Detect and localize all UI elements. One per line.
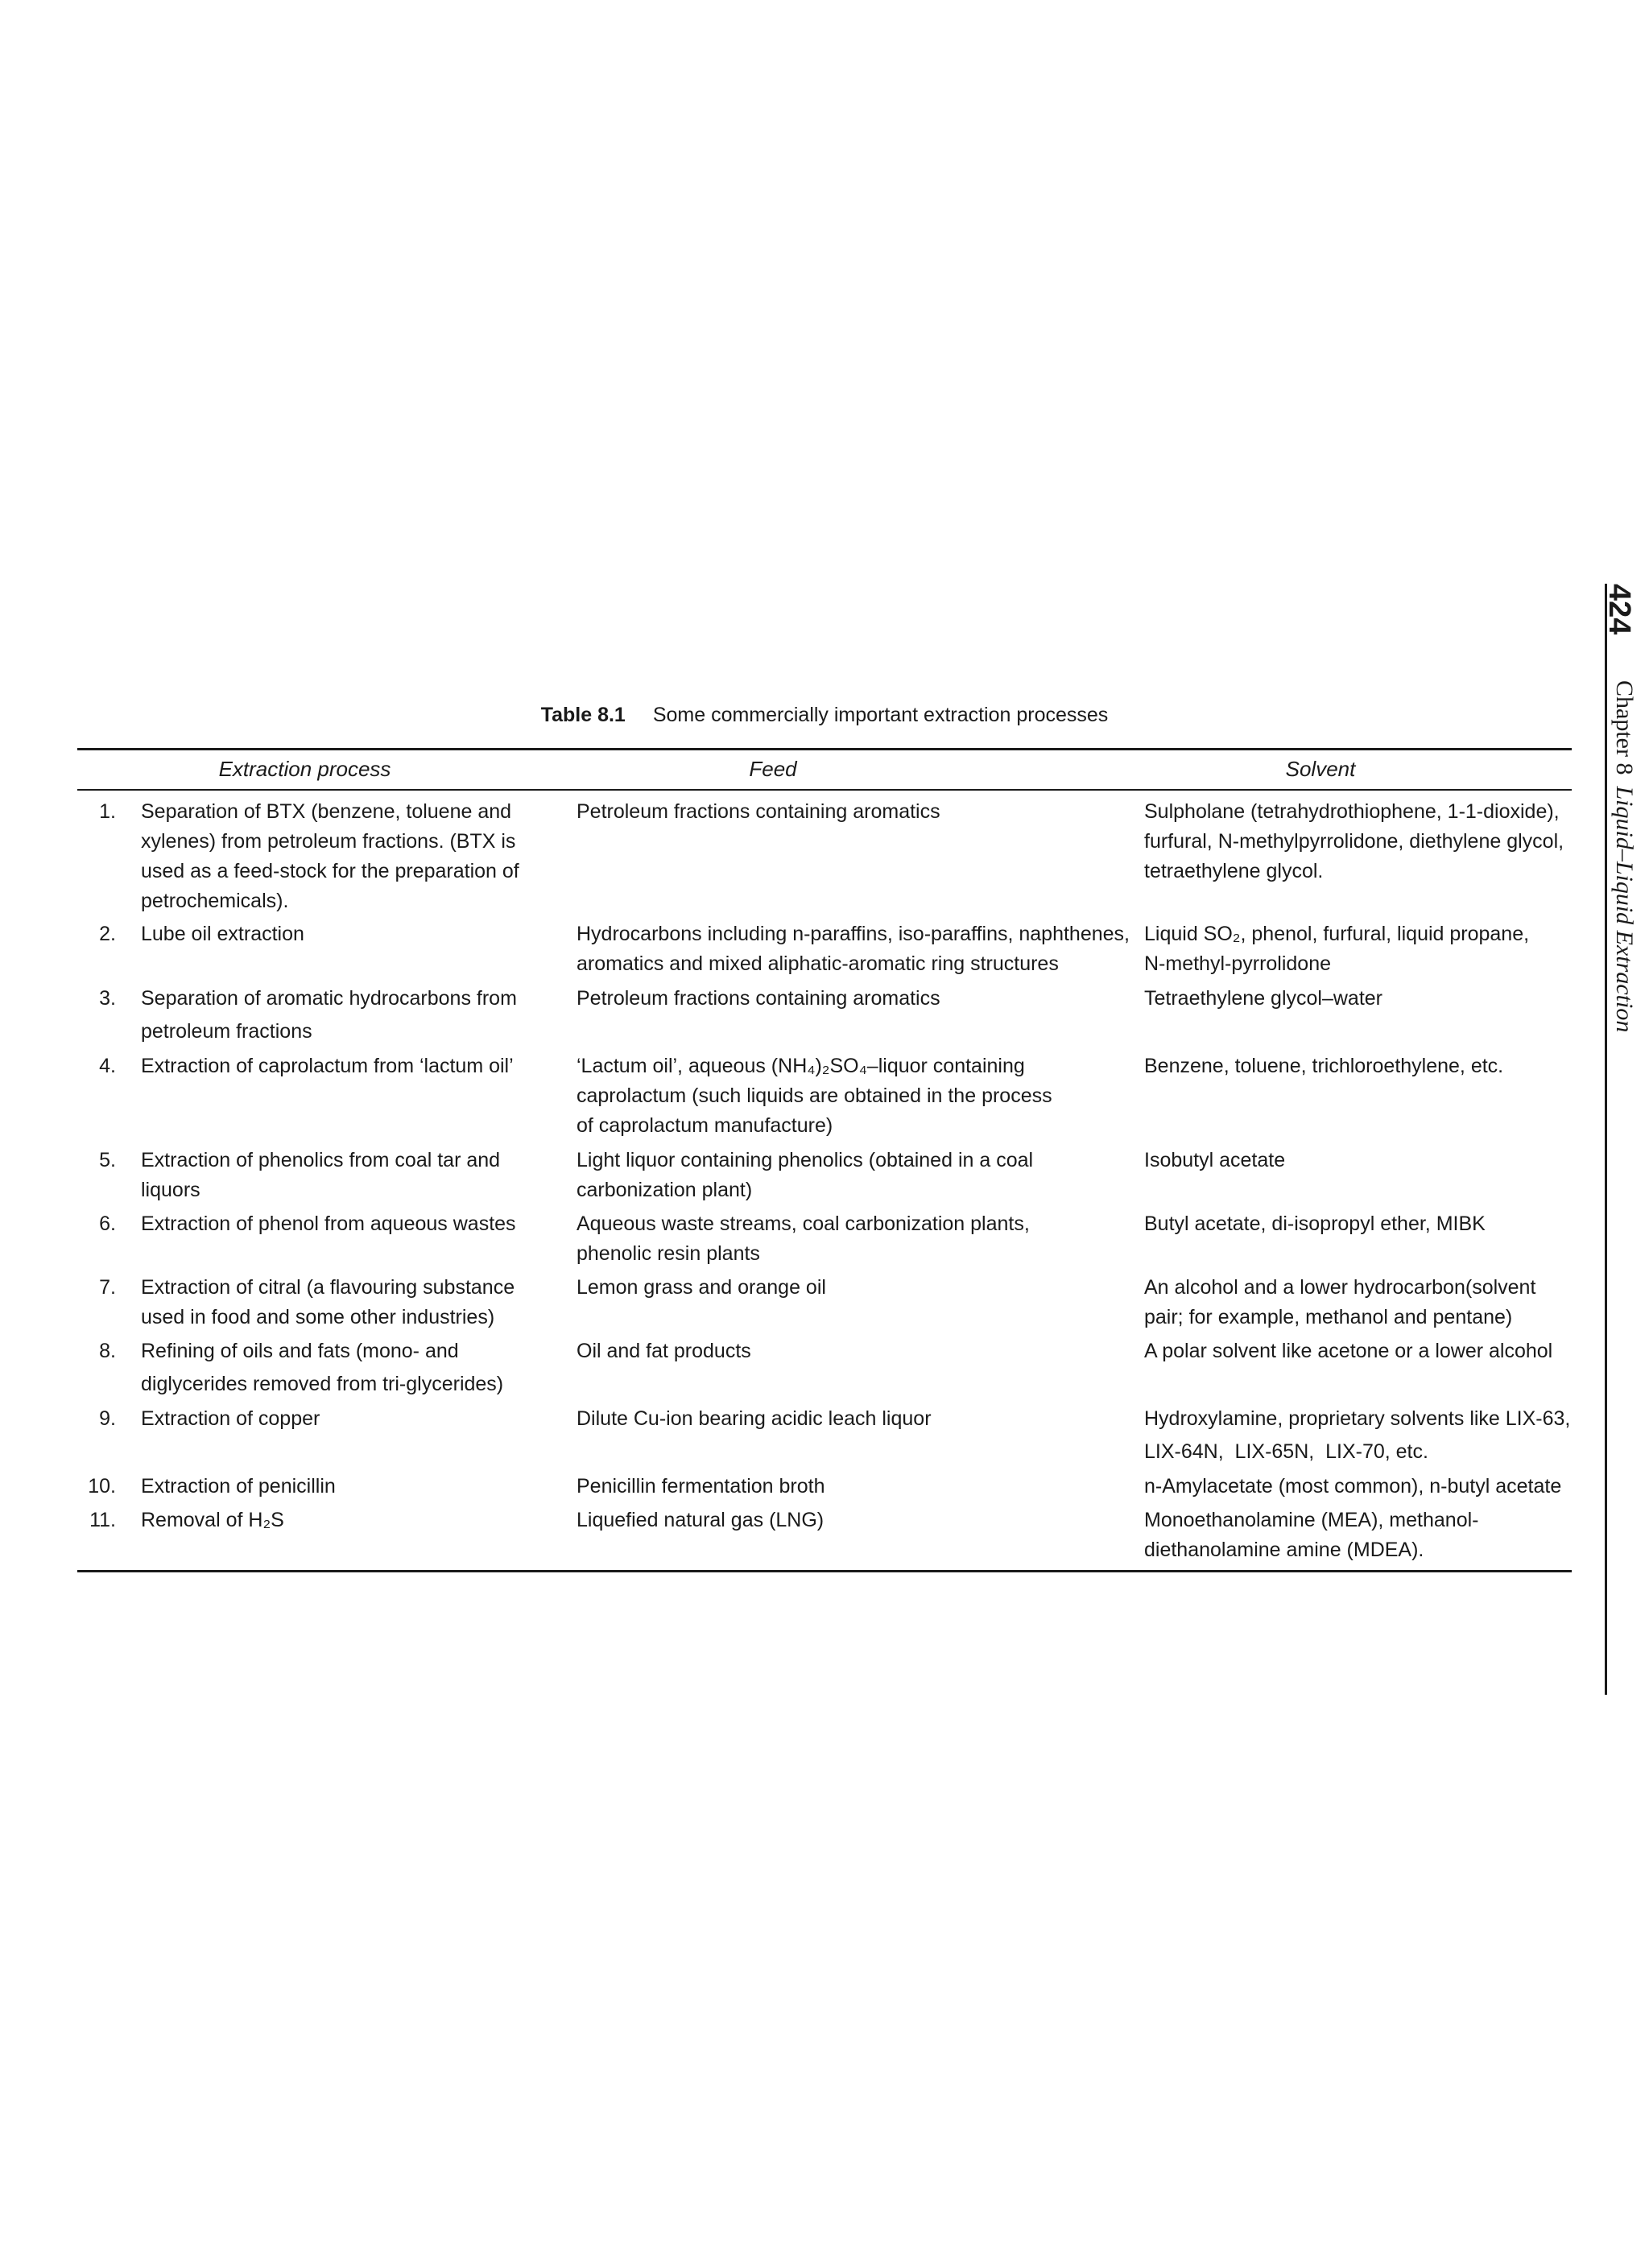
running-head <box>1602 584 1649 1695</box>
feed-cell <box>577 1336 1188 1366</box>
process-line: petrochemicals). <box>141 890 289 912</box>
feed-cell <box>577 1472 1188 1502</box>
feed-cell <box>577 1146 1188 1205</box>
process-cell <box>141 1273 592 1332</box>
feed-cell <box>577 1404 1188 1434</box>
feed-cell <box>577 1506 1188 1535</box>
row-number: 11. <box>89 1509 116 1531</box>
row-number: 10. <box>88 1475 116 1498</box>
solvent-cell <box>1144 1209 1579 1239</box>
solvent-line: A polar solvent like acetone or a lower alcohol <box>1144 1340 1553 1362</box>
process-cell <box>141 1146 592 1205</box>
process-line: Extraction of penicillin <box>141 1475 336 1498</box>
solvent-line: LIX-64N, LIX-65N, LIX-70, etc. <box>1144 1440 1428 1463</box>
process-cell <box>141 1336 592 1399</box>
feed-line: Oil and fat products <box>577 1340 751 1362</box>
solvent-line: tetraethylene glycol. <box>1144 860 1324 882</box>
feed-cell <box>577 797 1188 827</box>
process-line: Refining of oils and fats (mono- and <box>141 1340 459 1362</box>
feed-cell <box>577 1051 1188 1141</box>
process-line: Extraction of citral (a flavouring substance <box>141 1276 515 1299</box>
process-line: Extraction of phenolics from coal tar and <box>141 1149 501 1171</box>
solvent-line: Sulpholane (tetrahydrothiophene, 1-1-dioxide), <box>1144 800 1560 823</box>
process-cell <box>141 1506 592 1535</box>
chapter-label: Chapter 8 <box>1611 680 1638 775</box>
solvent-line: pair; for example, methanol and pentane) <box>1144 1306 1513 1328</box>
chapter-title: Liquid–Liquid Extraction <box>1611 786 1638 1033</box>
solvent-line: furfural, N-methylpyrrolidone, diethylene glycol, <box>1144 830 1564 853</box>
table-bottom-rule <box>77 1570 1572 1572</box>
feed-line: Hydrocarbons including n-paraffins, iso-paraffins, naphthenes, <box>577 923 1130 945</box>
feed-line: Aqueous waste streams, coal carbonization plants, <box>577 1212 1030 1235</box>
process-cell <box>141 919 592 949</box>
solvent-line: diethanolamine amine (MDEA). <box>1144 1539 1424 1561</box>
table-caption <box>0 704 1649 727</box>
feed-line: Lemon grass and orange oil <box>577 1276 826 1299</box>
table-caption-label: Table 8.1 <box>540 704 626 726</box>
solvent-cell <box>1144 984 1579 1014</box>
feed-cell <box>577 1209 1188 1269</box>
process-line: Separation of aromatic hydrocarbons from <box>141 987 517 1010</box>
process-cell <box>141 1051 592 1081</box>
solvent-line: Hydroxylamine, proprietary solvents like LIX-63, <box>1144 1407 1571 1430</box>
solvent-cell <box>1144 1506 1579 1565</box>
header-solvent: Solvent <box>1285 757 1356 781</box>
feed-cell <box>577 919 1188 979</box>
process-line: used in food and some other industries) <box>141 1306 495 1328</box>
feed-line: Light liquor containing phenolics (obtained in a coal <box>577 1149 1034 1171</box>
solvent-cell <box>1144 1051 1579 1081</box>
solvent-line: Isobutyl acetate <box>1144 1149 1286 1171</box>
table-top-rule <box>77 748 1572 750</box>
row-number: 5. <box>99 1149 116 1171</box>
process-line: liquors <box>141 1179 200 1201</box>
row-number: 4. <box>99 1055 116 1077</box>
solvent-cell <box>1144 919 1579 979</box>
row-number: 9. <box>99 1407 116 1430</box>
feed-line: of caprolactum manufacture) <box>577 1114 833 1137</box>
process-line: xylenes) from petroleum fractions. (BTX is <box>141 830 516 853</box>
process-line: Extraction of copper <box>141 1407 320 1430</box>
feed-line: caprolactum (such liquids are obtained in the process <box>577 1084 1052 1107</box>
feed-line: Penicillin fermentation broth <box>577 1475 825 1498</box>
process-line: used as a feed-stock for the preparation of <box>141 860 519 882</box>
header-extraction-process: Extraction process <box>218 757 391 781</box>
row-number: 2. <box>99 923 116 945</box>
solvent-cell <box>1144 1404 1579 1467</box>
process-cell <box>141 1404 592 1434</box>
header-feed: Feed <box>749 757 797 781</box>
row-number: 1. <box>99 800 116 823</box>
process-line: petroleum fractions <box>141 1020 312 1043</box>
solvent-cell <box>1144 1273 1579 1332</box>
feed-line: Petroleum fractions containing aromatics <box>577 987 940 1010</box>
solvent-line: N-methyl-pyrrolidone <box>1144 952 1332 975</box>
feed-line: aromatics and mixed aliphatic-aromatic ring structures <box>577 952 1059 975</box>
solvent-line: Benzene, toluene, trichloroethylene, etc. <box>1144 1055 1504 1077</box>
feed-line: Petroleum fractions containing aromatics <box>577 800 940 823</box>
solvent-line: Butyl acetate, di-isopropyl ether, MIBK <box>1144 1212 1486 1235</box>
running-head-rule <box>1605 584 1607 1695</box>
process-line: Separation of BTX (benzene, toluene and <box>141 800 512 823</box>
process-cell <box>141 797 592 916</box>
solvent-cell <box>1144 797 1579 886</box>
process-line: Extraction of caprolactum from ‘lactum oil’ <box>141 1055 514 1077</box>
process-line: diglycerides removed from tri-glycerides) <box>141 1373 504 1395</box>
row-number: 3. <box>99 987 116 1010</box>
feed-line: carbonization plant) <box>577 1179 753 1201</box>
solvent-cell <box>1144 1336 1579 1366</box>
row-number: 6. <box>99 1212 116 1235</box>
page-number: 424 <box>1602 584 1636 635</box>
feed-line: Dilute Cu-ion bearing acidic leach liquor <box>577 1407 932 1430</box>
solvent-line: Liquid SO₂, phenol, furfural, liquid propane, <box>1144 923 1530 945</box>
solvent-line: An alcohol and a lower hydrocarbon(solvent <box>1144 1276 1536 1299</box>
process-line: Removal of H₂S <box>141 1509 284 1531</box>
solvent-cell <box>1144 1472 1579 1502</box>
feed-line: ‘Lactum oil’, aqueous (NH₄)₂SO₄–liquor containing <box>577 1055 1025 1077</box>
solvent-cell <box>1144 1146 1579 1175</box>
process-line: Lube oil extraction <box>141 923 304 945</box>
process-cell <box>141 1209 592 1239</box>
feed-line: phenolic resin plants <box>577 1242 760 1265</box>
table-caption-text: Some commercially important extraction processes <box>652 704 1109 726</box>
process-cell <box>141 1472 592 1502</box>
feed-cell <box>577 1273 1188 1303</box>
table-header-rule <box>77 789 1572 791</box>
solvent-line: n-Amylacetate (most common), n-butyl acetate <box>1144 1475 1562 1498</box>
row-number: 7. <box>99 1276 116 1299</box>
chapter-heading <box>1610 680 1638 1032</box>
feed-line: Liquefied natural gas (LNG) <box>577 1509 824 1531</box>
solvent-line: Monoethanolamine (MEA), methanol- <box>1144 1509 1479 1531</box>
process-line: Extraction of phenol from aqueous wastes <box>141 1212 516 1235</box>
process-cell <box>141 984 592 1047</box>
feed-cell <box>577 984 1188 1014</box>
row-number: 8. <box>99 1340 116 1362</box>
solvent-line: Tetraethylene glycol–water <box>1144 987 1382 1010</box>
